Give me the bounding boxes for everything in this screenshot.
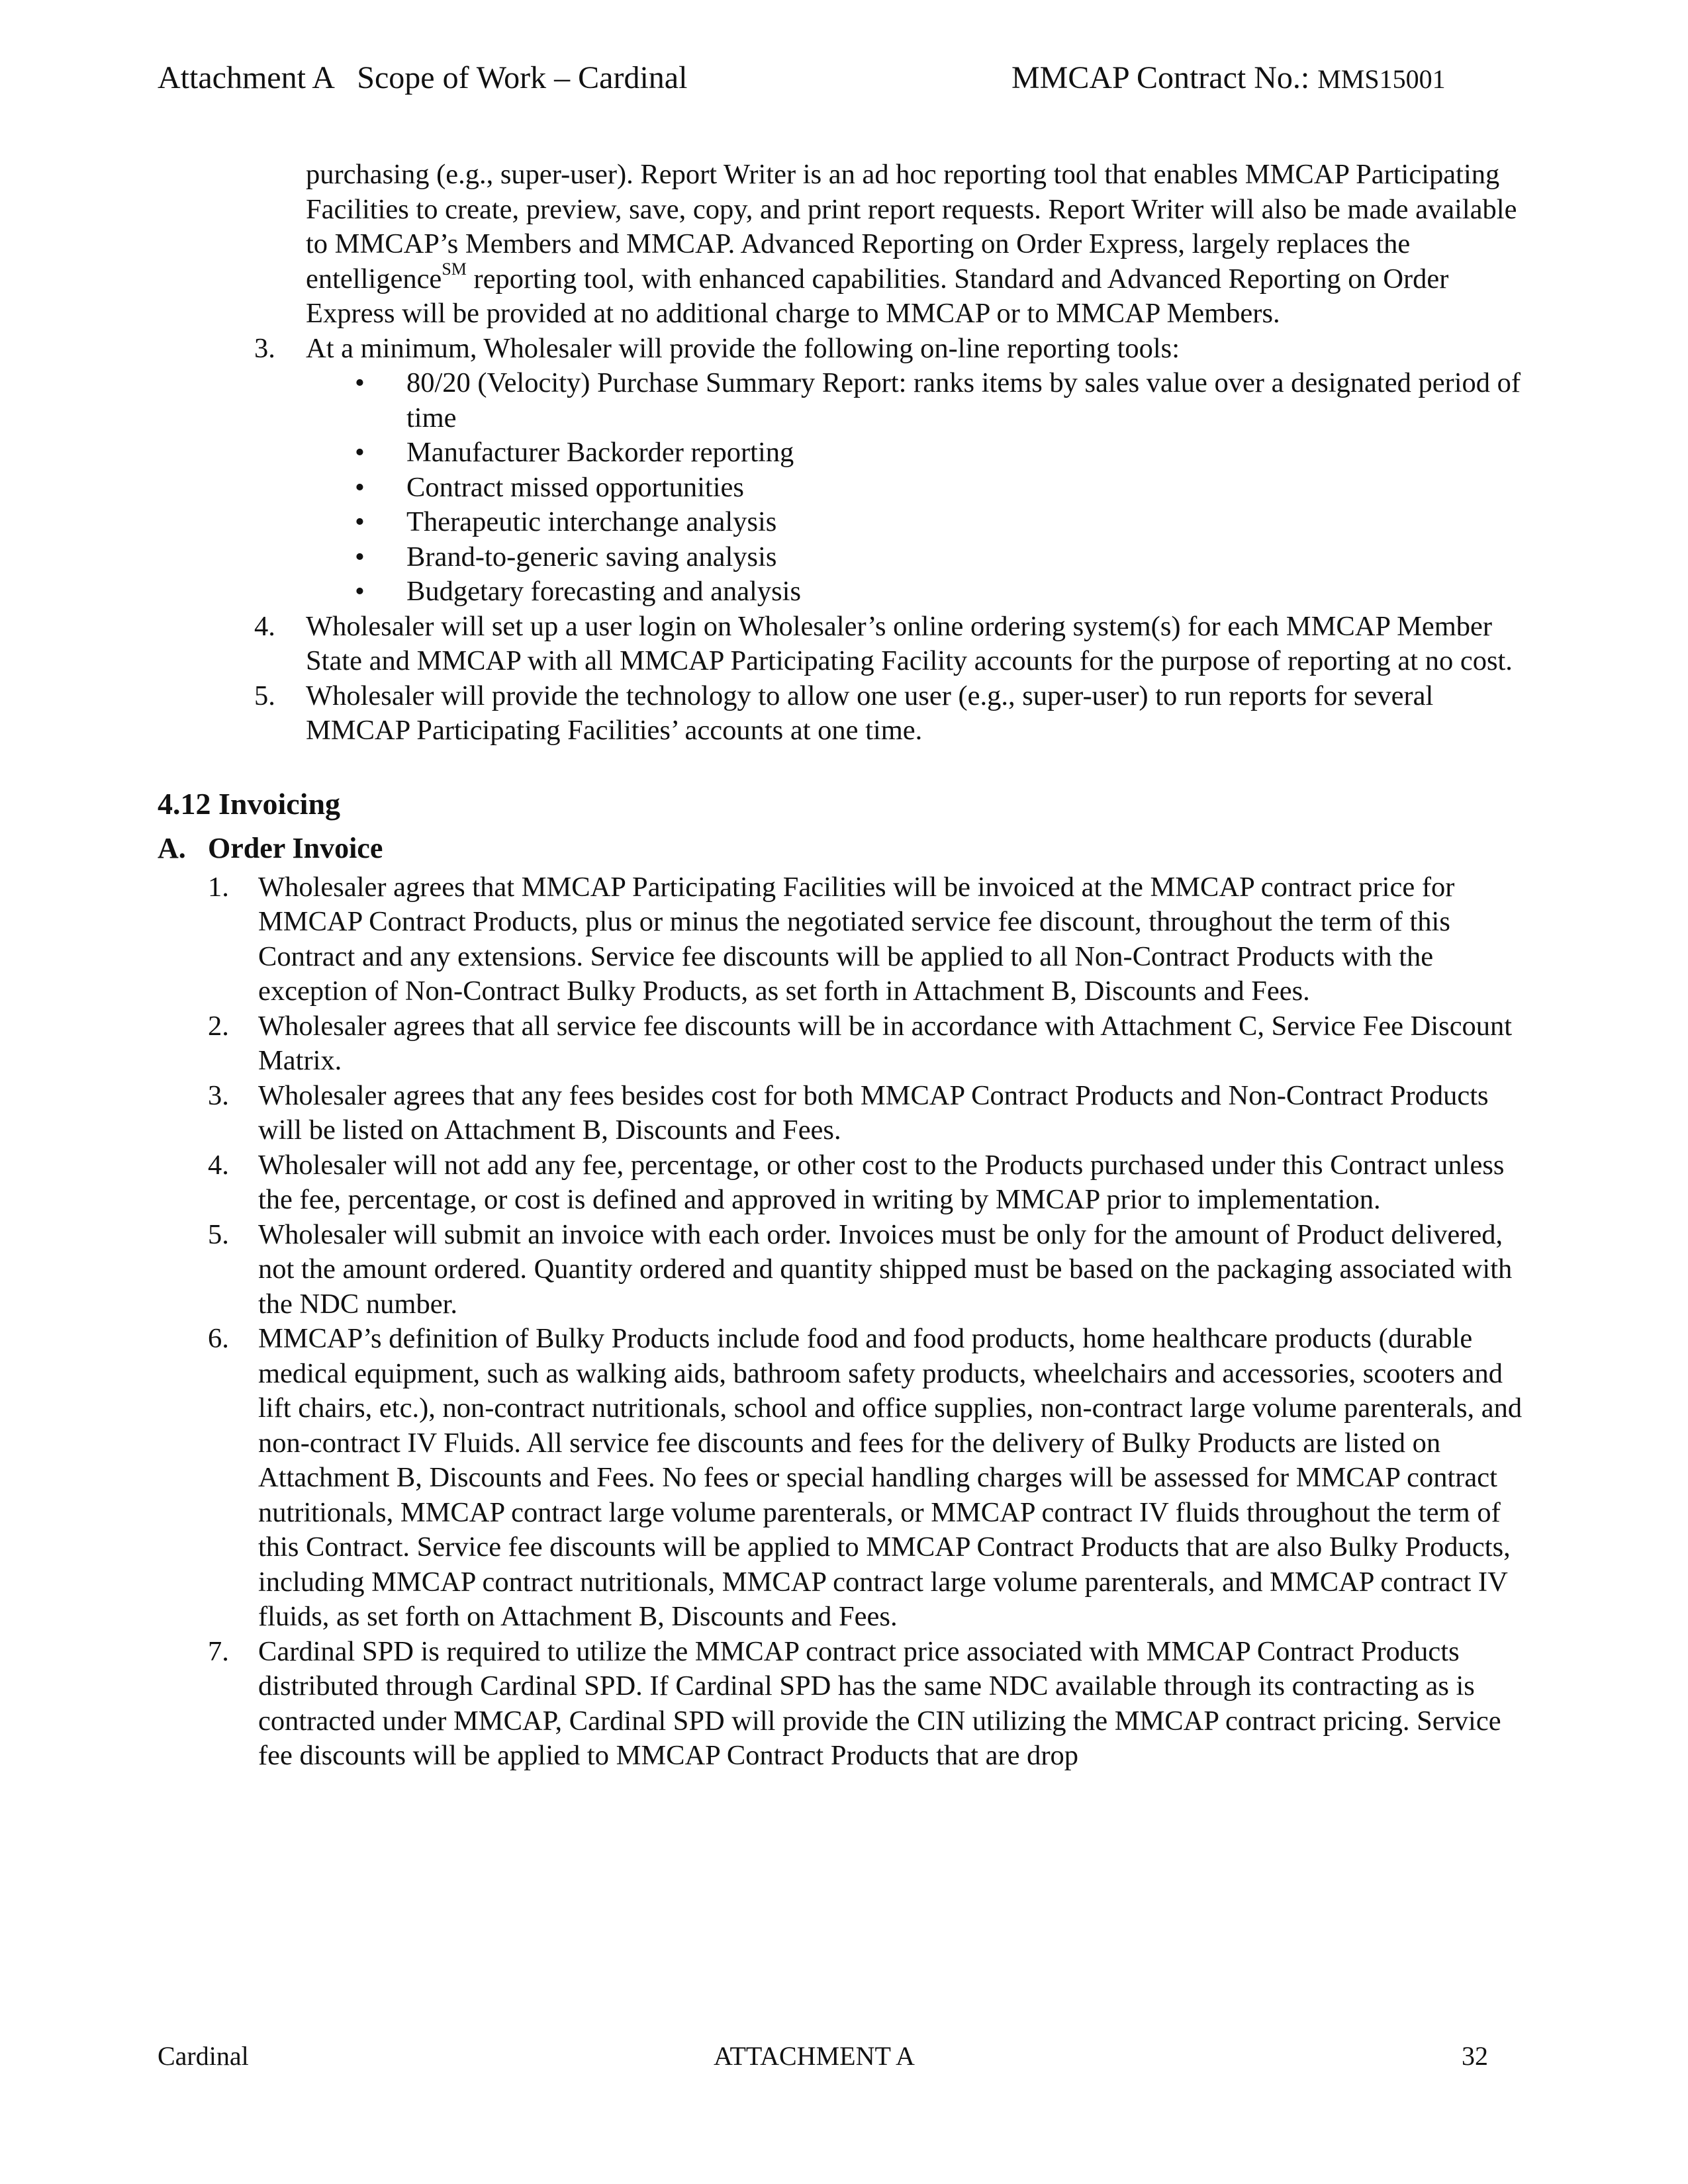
list-item-number: 6. xyxy=(208,1323,229,1354)
page-body xyxy=(158,158,1529,1774)
bullet-text: Manufacturer Backorder reporting xyxy=(406,437,794,468)
subsection-title: Order Invoice xyxy=(208,831,383,864)
list-item-number: 5. xyxy=(254,680,275,711)
bullet-item xyxy=(158,435,1532,471)
intro-paragraph xyxy=(306,158,1529,332)
list-item xyxy=(158,1079,1529,1148)
section-heading: 4.12 Invoicing xyxy=(158,786,341,821)
bullet-icon: • xyxy=(355,437,365,468)
list-item-number: 4. xyxy=(254,610,275,642)
list-item-text: Wholesaler will submit an invoice with each order. Invoices must be only for the amount of Product delivered, not the amount ordered. Quantity ordered and quantity shipped must be based on the packaging associated with the NDC number. xyxy=(258,1218,1513,1320)
contract-number: MMS15001 xyxy=(1317,64,1446,94)
header-contract xyxy=(1011,58,1446,99)
list-item xyxy=(158,870,1529,1009)
bullet-icon: • xyxy=(355,576,365,607)
footer-left: Cardinal xyxy=(158,2041,249,2071)
reporting-tools-list xyxy=(158,366,1529,610)
bullet-item xyxy=(158,574,1532,610)
bullet-text: Therapeutic interchange analysis xyxy=(406,506,777,537)
footer-center: ATTACHMENT A xyxy=(714,2041,915,2071)
list-item-text: Cardinal SPD is required to utilize the MMCAP contract price associated with MMCAP Contract Products distributed through Cardinal SPD. If Cardinal SPD has the same NDC available through its contracting as is contracted under MMCAP, Cardinal SPD will provide the CIN utilizing the MMCAP contract pricing. Service fee discounts will be applied to MMCAP Contract Products that are drop xyxy=(258,1635,1501,1771)
list-item-text: At a minimum, Wholesaler will provide the following on-line reporting tools: xyxy=(306,332,1180,364)
bullet-item xyxy=(158,471,1532,506)
bullet-icon: • xyxy=(355,367,365,398)
bullet-item xyxy=(158,505,1532,540)
list-item-number: 2. xyxy=(208,1010,229,1042)
bullet-icon: • xyxy=(355,541,365,572)
list-item-number: 1. xyxy=(208,871,229,903)
service-mark: SM xyxy=(442,259,467,279)
bullet-item xyxy=(158,540,1532,575)
list-item-number: 4. xyxy=(208,1149,229,1181)
list-item-number: 3. xyxy=(208,1079,229,1111)
list-item xyxy=(158,610,1529,679)
list-item-number: 5. xyxy=(208,1218,229,1250)
intro-text-part2: reporting tool, with enhanced capabilities. Standard and Advanced Reporting on Order Express will be provided at no additional charge to MMCAP or to MMCAP Members. xyxy=(306,263,1449,329)
list-item-text: Wholesaler agrees that all service fee discounts will be in accordance with Attachment C, Service Fee Discount Matrix. xyxy=(258,1010,1513,1076)
page-footer xyxy=(158,2038,1488,2074)
bullet-text: Brand-to-generic saving analysis xyxy=(406,541,777,572)
list-item-text: Wholesaler agrees that MMCAP Participating Facilities will be invoiced at the MMCAP contract price for MMCAP Contract Products, plus or minus the negotiated service fee discount, throughout the term of this Contract and any extensions. Service fee discounts will be applied to all Non-Contract Products with the exception of Non-Contract Bulky Products, as set forth in Attachment B, Discounts and Fees. xyxy=(258,871,1455,1007)
header-contract-label: MMCAP Contract No.: xyxy=(1011,60,1318,95)
header-title: Attachment A Scope of Work – Cardinal xyxy=(158,60,688,95)
invoice-list xyxy=(158,870,1529,1774)
subsection-letter: A. xyxy=(158,831,186,864)
section-spacer xyxy=(158,749,1529,784)
page-header xyxy=(158,58,1488,98)
bullet-text: Budgetary forecasting and analysis xyxy=(406,576,801,607)
bullet-text: Contract missed opportunities xyxy=(406,471,744,503)
list-item xyxy=(158,1635,1529,1774)
list-item-number: 3. xyxy=(254,332,275,364)
bullet-icon: • xyxy=(355,506,365,537)
list-item xyxy=(158,1148,1529,1218)
list-item xyxy=(158,1322,1529,1635)
list-item xyxy=(158,679,1529,749)
subsection-heading xyxy=(158,829,1529,868)
list-item-text: MMCAP’s definition of Bulky Products include food and food products, home healthcare products (durable medical equipment, such as walking aids, bathroom safety products, wheelchairs and accessories, scooters and lift chairs, etc.), non-contract nutritionals, school and office supplies, non-contract large volume parenterals, and non-contract IV Fluids. All service fee discounts and fees for the delivery of Bulky Products are listed on Attachment B, Discounts and Fees. No fees or special handling charges will be assessed for MMCAP contract nutritionals, MMCAP contract large volume parenterals, or MMCAP contract IV fluids throughout the term of this Contract. Service fee discounts will be applied to MMCAP Contract Products that are also Bulky Products, including MMCAP contract nutritionals, MMCAP contract large volume parenterals, and MMCAP contract IV fluids, as set forth on Attachment B, Discounts and Fees. xyxy=(258,1323,1523,1632)
list-item-number: 7. xyxy=(208,1635,229,1667)
bullet-item xyxy=(158,366,1532,435)
bullet-icon: • xyxy=(355,471,365,503)
list-item xyxy=(158,332,1529,367)
list-item-text: Wholesaler will provide the technology to allow one user (e.g., super-user) to run reports for several MMCAP Participating Facilities’ accounts at one time. xyxy=(306,680,1434,746)
list-item-text: Wholesaler will not add any fee, percentage, or other cost to the Products purchased under this Contract unless the fee, percentage, or cost is defined and approved in writing by MMCAP prior to implementation. xyxy=(258,1149,1505,1215)
list-item xyxy=(158,1218,1529,1322)
list-item-text: Wholesaler agrees that any fees besides cost for both MMCAP Contract Products and Non-Contract Products will be listed on Attachment B, Discounts and Fees. xyxy=(258,1079,1489,1146)
list-item xyxy=(158,1009,1529,1079)
list-item-text: Wholesaler will set up a user login on Wholesaler’s online ordering system(s) for each MMCAP Member State and MMCAP with all MMCAP Participating Facility accounts for the purpose of reporting at no cost. xyxy=(306,610,1513,676)
bullet-text: 80/20 (Velocity) Purchase Summary Report: ranks items by sales value over a designated period of time xyxy=(406,367,1521,433)
intro-text-part1: purchasing (e.g., super-user). Report Writer is an ad hoc reporting tool that enables MMCAP Participating Facilities to create, preview, save, copy, and print report requests. Report Writer will also be made available to MMCAP’s Members and MMCAP. Advanced Reporting on Order Express, largely replaces the entelligence xyxy=(306,159,1517,295)
page-number: 32 xyxy=(1462,2041,1488,2071)
